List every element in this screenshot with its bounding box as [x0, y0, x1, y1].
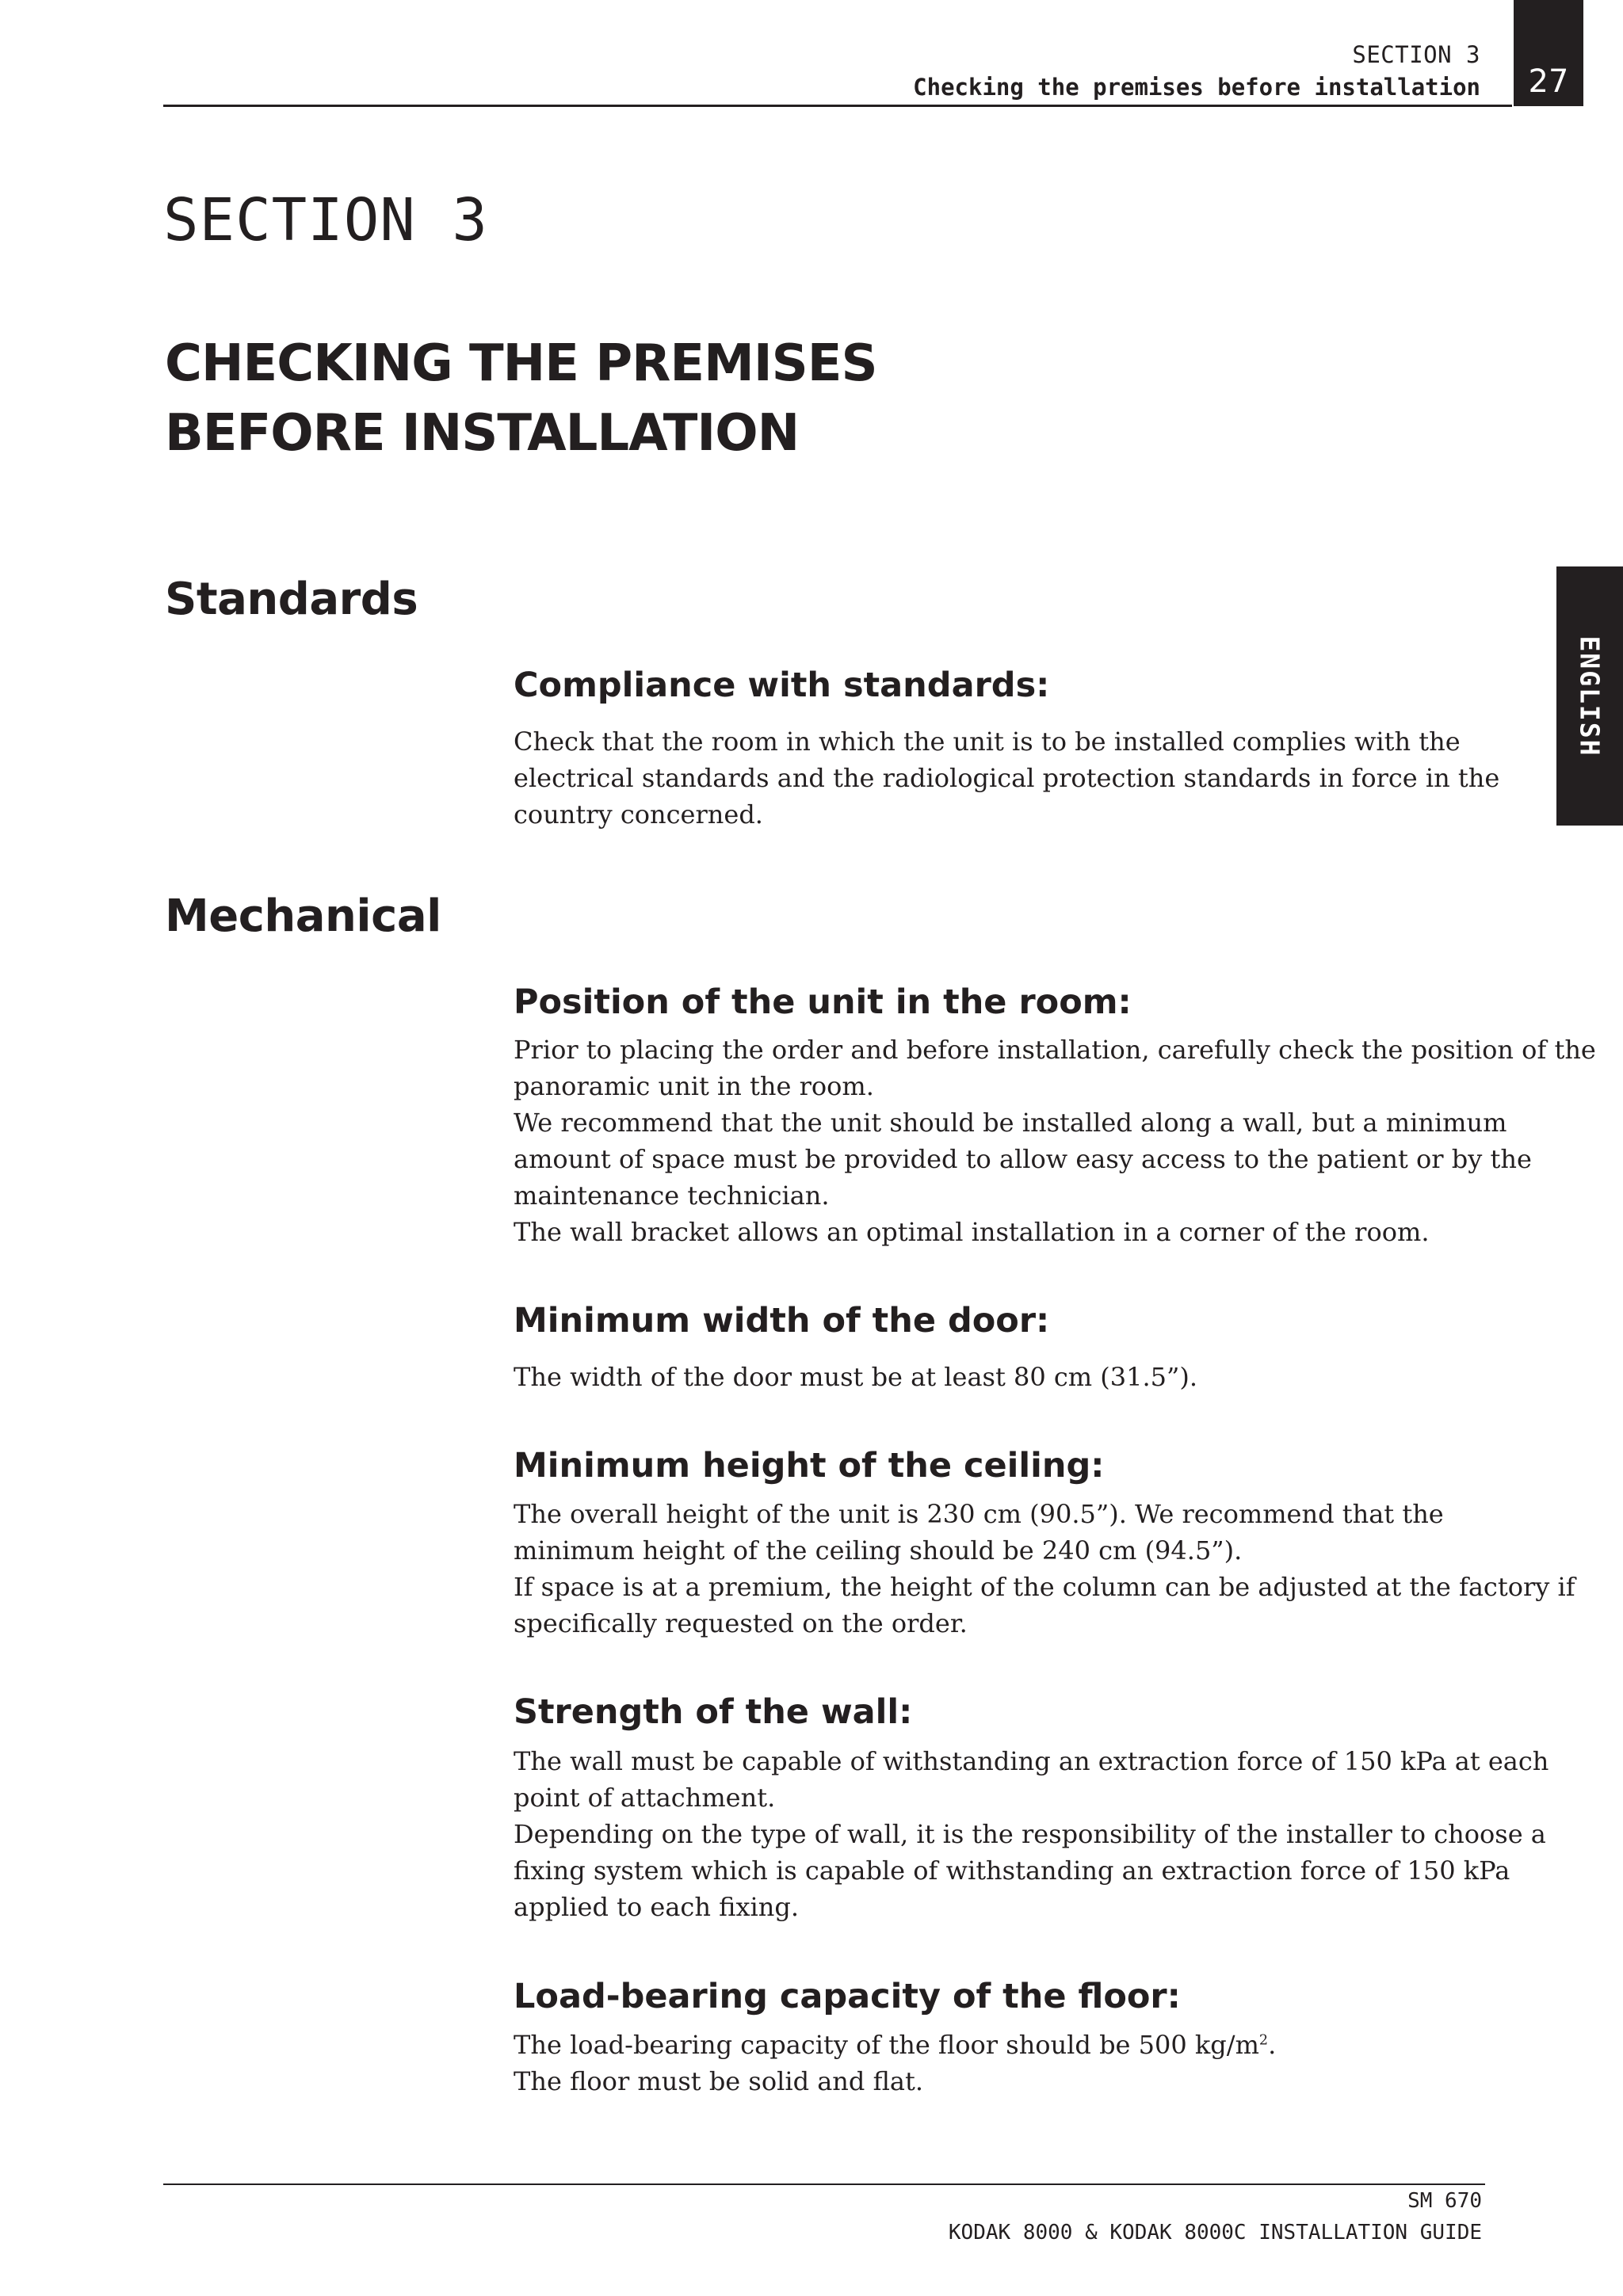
- text-line: applied to each fixing.: [514, 1892, 800, 1922]
- text-line: specifically requested on the order.: [514, 1608, 968, 1638]
- text-line: minimum height of the ceiling should be 240 cm (94.5”).: [514, 1535, 1243, 1566]
- text-line: The width of the door must be at least 80 cm (31.5”).: [514, 1362, 1198, 1392]
- text-line: electrical standards and the radiological protection standards in force in the: [514, 763, 1500, 793]
- text-line: [514, 2027, 1496, 2063]
- text-line: If space is at a premium, the height of the column can be adjusted at the factory if: [514, 1572, 1575, 1602]
- footer-doc-code: SM 670: [1407, 2189, 1482, 2213]
- standards-heading: Standards: [165, 574, 418, 625]
- text-line: point of attachment.: [514, 1783, 776, 1813]
- floor-heading: Load-bearing capacity of the floor:: [514, 1977, 1181, 2016]
- ceiling-paragraph: [514, 1496, 1575, 1642]
- header-section-label: SECTION 3: [1352, 41, 1480, 68]
- section-label: SECTION 3: [163, 186, 488, 254]
- position-heading: Position of the unit in the room:: [514, 982, 1132, 1022]
- period: .: [1268, 2030, 1277, 2060]
- language-tab: [1556, 566, 1623, 826]
- text-line: The wall must be capable of withstanding an extraction force of 150 kPa at each: [514, 1746, 1549, 1776]
- floor-capacity-text: The load-bearing capacity of the floor should be 500 kg/m: [514, 2030, 1259, 2060]
- door-paragraph: [514, 1359, 1496, 1395]
- position-paragraph: [514, 1032, 1596, 1250]
- superscript-2: 2: [1258, 2032, 1269, 2049]
- text-line: Depending on the type of wall, it is the responsibility of the installer to choose a: [514, 1819, 1546, 1849]
- mechanical-heading: Mechanical: [165, 891, 441, 942]
- text-line: country concerned.: [514, 799, 763, 830]
- footer-guide-title: KODAK 8000 & KODAK 8000C INSTALLATION GUIDE: [948, 2221, 1482, 2245]
- wall-heading: Strength of the wall:: [514, 1692, 913, 1732]
- footer-rule: [163, 2183, 1485, 2185]
- compliance-paragraph: [514, 723, 1500, 833]
- floor-paragraph: [514, 2027, 1496, 2100]
- text-line: fixing system which is capable of withstanding an extraction force of 150 kPa: [514, 1855, 1510, 1886]
- page-number-tab: [1514, 0, 1583, 106]
- text-line: The wall bracket allows an optimal installation in a corner of the room.: [514, 1217, 1430, 1247]
- text-line: Check that the room in which the unit is to be installed complies with the: [514, 727, 1461, 757]
- page-title-line-2: BEFORE INSTALLATION: [165, 404, 800, 463]
- wall-paragraph: [514, 1743, 1549, 1925]
- text-line: The floor must be solid and flat.: [514, 2066, 924, 2096]
- language-tab-label: ENGLISH: [1574, 635, 1606, 757]
- header-title: Checking the premises before installation: [913, 74, 1480, 101]
- text-line: Prior to placing the order and before installation, carefully check the position of the: [514, 1035, 1596, 1065]
- text-line: We recommend that the unit should be installed along a wall, but a minimum: [514, 1108, 1507, 1138]
- text-line: maintenance technician.: [514, 1180, 830, 1211]
- text-line: The overall height of the unit is 230 cm (90.5”). We recommend that the: [514, 1499, 1444, 1529]
- compliance-heading: Compliance with standards:: [514, 666, 1050, 705]
- door-heading: Minimum width of the door:: [514, 1301, 1050, 1341]
- ceiling-heading: Minimum height of the ceiling:: [514, 1446, 1105, 1486]
- text-line: amount of space must be provided to allow easy access to the patient or by the: [514, 1144, 1532, 1174]
- text-line: panoramic unit in the room.: [514, 1071, 874, 1101]
- header-rule: [163, 105, 1512, 107]
- page-title-line-1: CHECKING THE PREMISES: [165, 334, 877, 393]
- page-number: 27: [1528, 63, 1569, 100]
